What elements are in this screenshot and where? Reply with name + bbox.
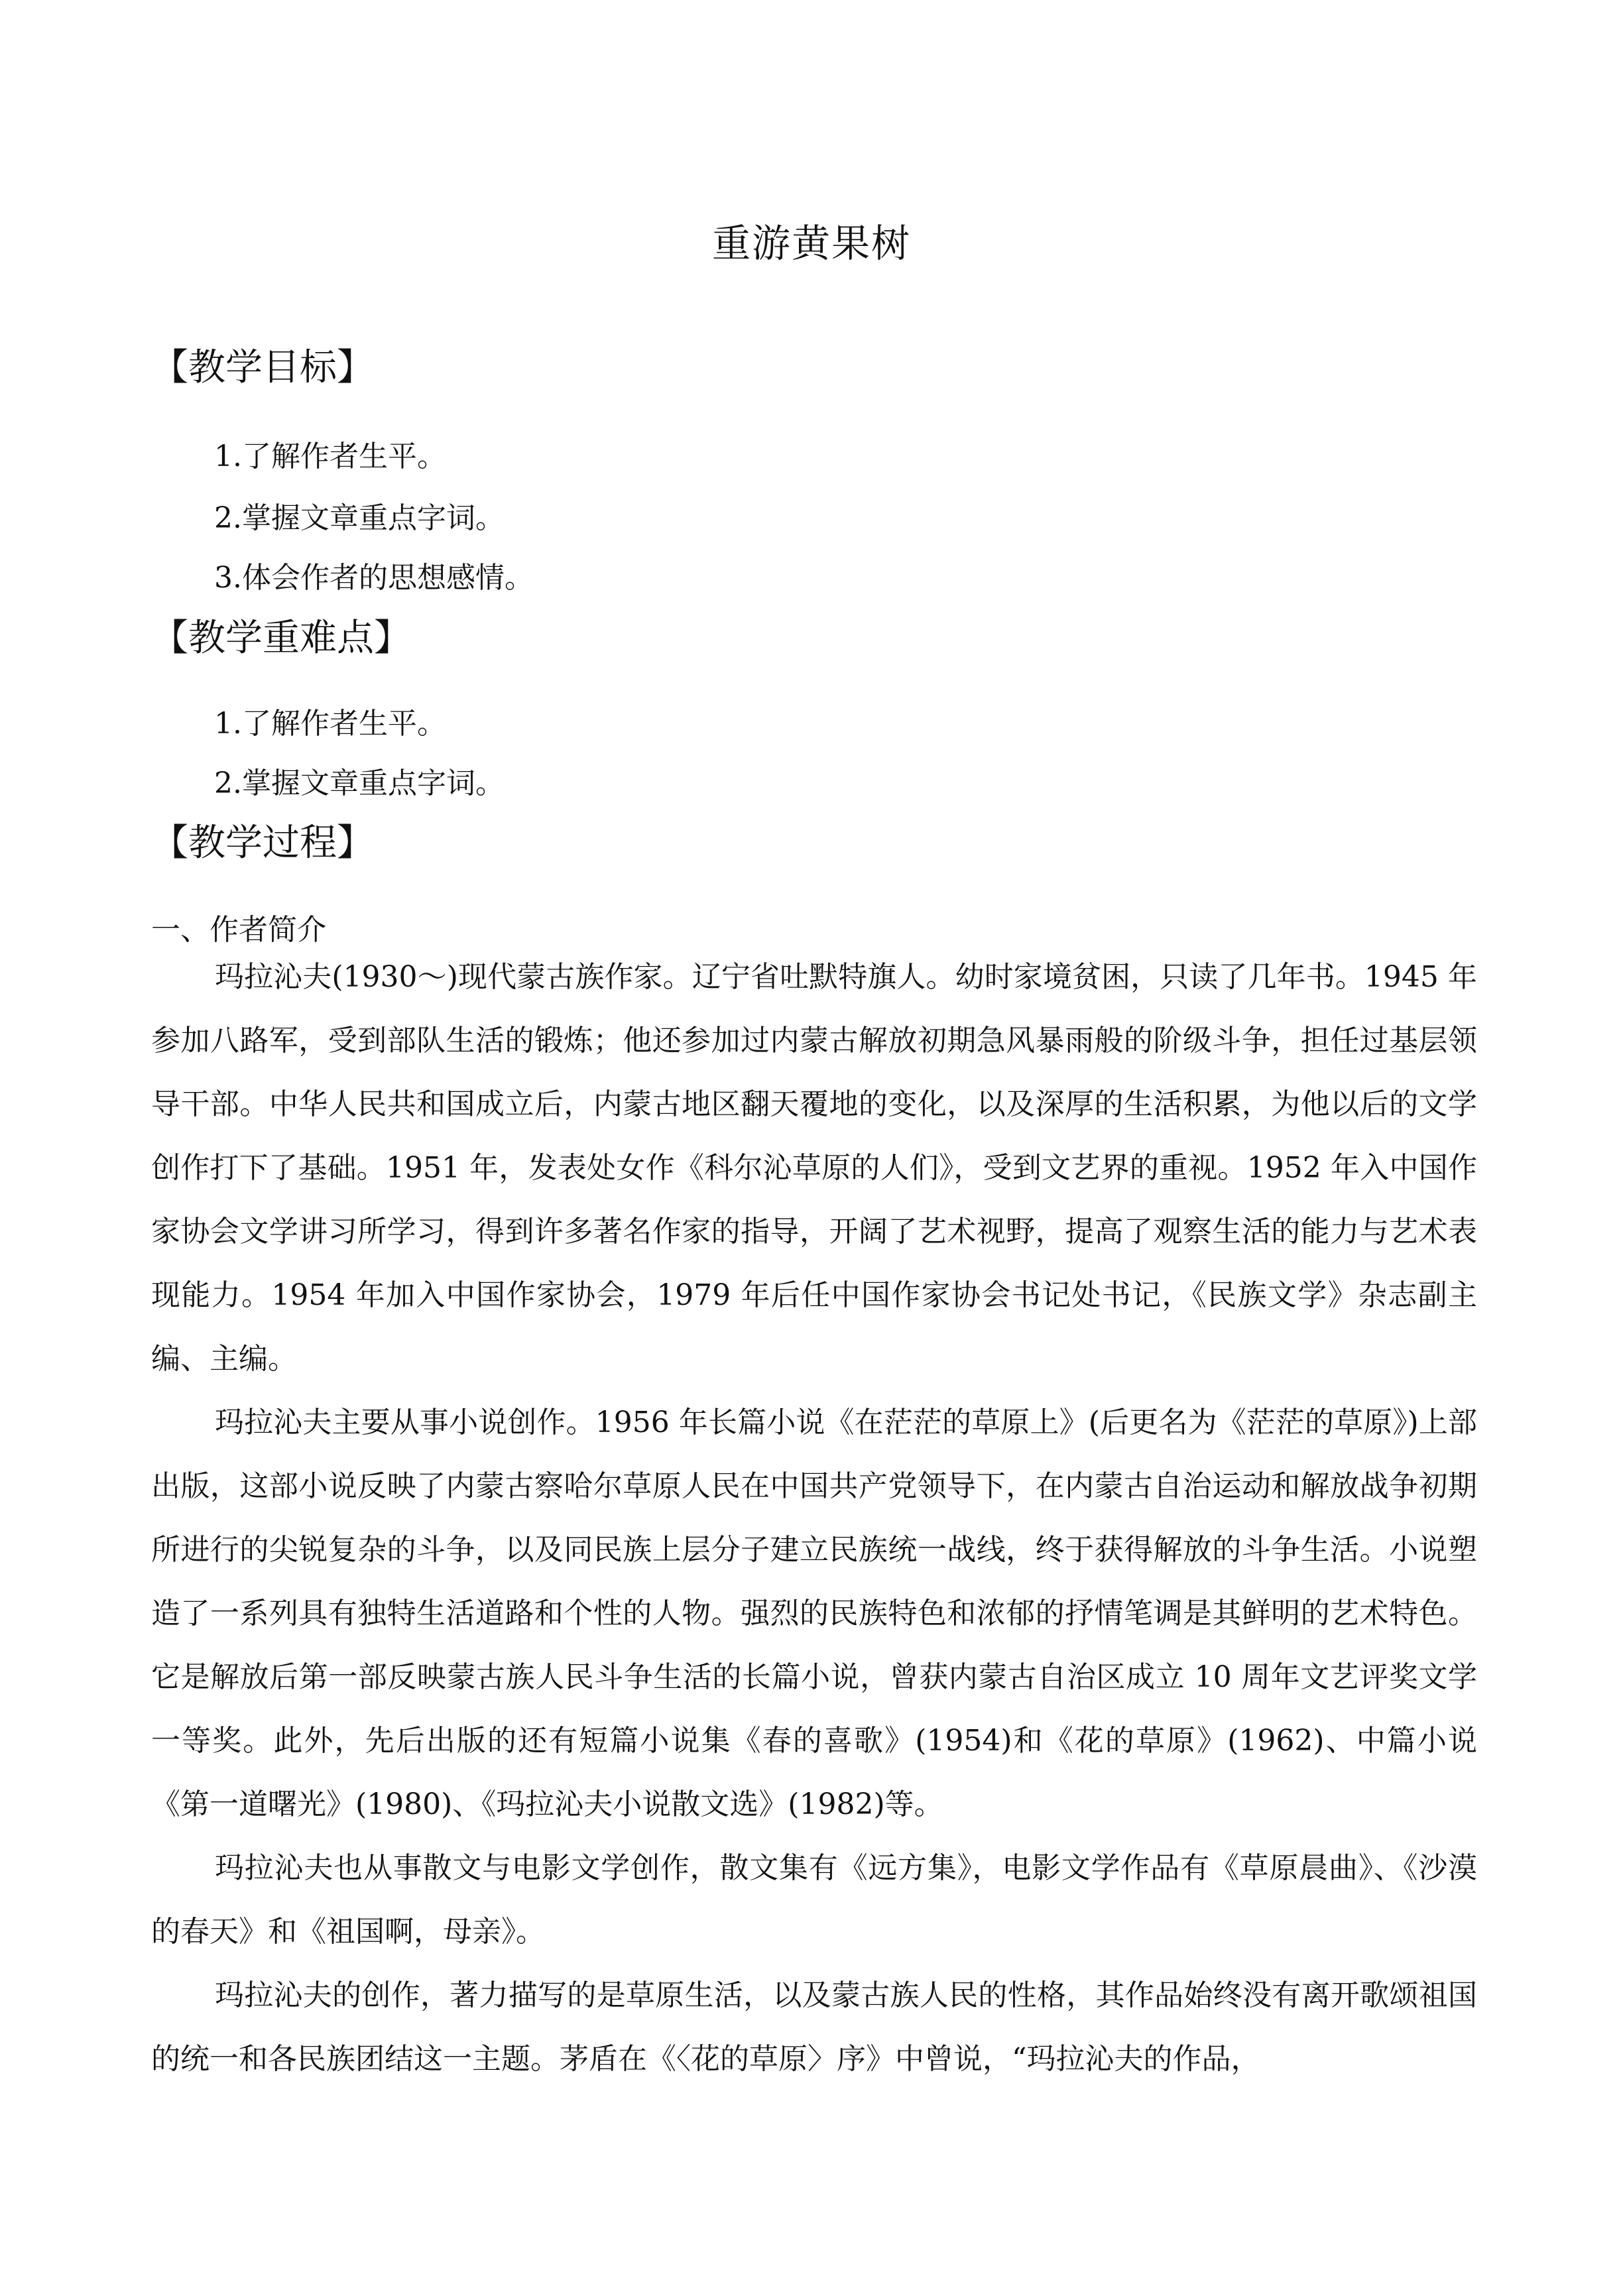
author-paragraph-4: 玛拉沁夫的创作，著力描写的是草原生活，以及蒙古族人民的性格，其作品始终没有离开歌颂祖国的统一和各民族团结这一主题。茅盾在《〈花的草原〉序》中曾说，“玛拉沁夫的作品， [151, 1978, 1477, 2076]
key-point-item-1: 1.了解作者生平。 [214, 707, 446, 741]
objectives-heading: 【教学目标】 [151, 346, 374, 389]
objective-item-1: 1.了解作者生平。 [214, 440, 446, 473]
key-point-item-2: 2.掌握文章重点字词。 [214, 766, 505, 800]
author-paragraph-2: 玛拉沁夫主要从事小说创作。1956 年长篇小说《在茫茫的草原上》(后更名为《茫茫的草原》)上部出版，这部小说反映了内蒙古察哈尔草原人民在中国共产党领导下，在内蒙古自治运动和解放战争初期所进行的尖锐复杂的斗争，以及同民族上层分子建立民族统一战线，终于获得解放的斗争生活。小说塑造了一系列具有独特生活道路和个性的人物。强烈的民族特色和浓郁的抒情笔调是其鲜明的艺术特色。它是解放后第一部反映蒙古族人民斗争生活的长篇小说，曾获内蒙古自治区成立 10 周年文艺评奖文学一等奖。此外，先后出版的还有短篇小说集《春的喜歌》(1954)和《花的草原》(1962)、中篇小说《第一道曙光》(1980)、《玛拉沁夫小说散文选》(1982)等。 [151, 1406, 1477, 1821]
key-points-heading: 【教学重难点】 [151, 617, 411, 660]
author-paragraph-1: 玛拉沁夫(1930～)现代蒙古族作家。辽宁省吐默特旗人。幼时家境贫困，只读了几年书。1945 年参加八路军，受到部队生活的锻炼；他还参加过内蒙古解放初期急风暴雨般的阶级斗争，担任过基层领导干部。中华人民共和国成立后，内蒙古地区翻天覆地的变化，以及深厚的生活积累，为他以后的文学创作打下了基础。1951 年，发表处女作《科尔沁草原的人们》，受到文艺界的重视。1952 年入中国作家协会文学讲习所学习，得到许多著名作家的指导，开阔了艺术视野，提高了观察生活的能力与艺术表现能力。1954 年加入中国作家协会，1979 年后任中国作家协会书记处书记，《民族文学》杂志副主编、主编。 [151, 960, 1477, 1376]
document-title: 重游黄果树 [711, 221, 911, 266]
author-intro-subheading: 一、作者简介 [151, 913, 326, 947]
objective-item-3: 3.体会作者的思想感情。 [214, 561, 534, 595]
process-heading: 【教学过程】 [151, 821, 374, 865]
objective-item-2: 2.掌握文章重点字词。 [214, 501, 505, 535]
author-paragraph-3: 玛拉沁夫也从事散文与电影文学创作，散文集有《远方集》，电影文学作品有《草原晨曲》、《沙漠的春天》和《祖国啊，母亲》。 [151, 1851, 1477, 1949]
